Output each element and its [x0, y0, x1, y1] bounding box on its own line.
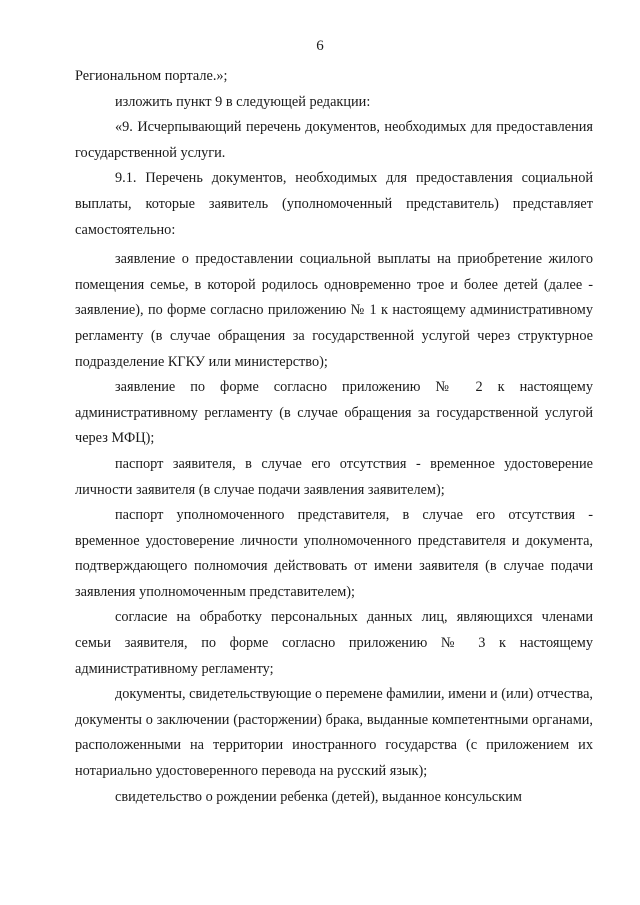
paragraph-applicant-passport: паспорт заявителя, в случае его отсутствия - временное удостоверение личности заявителя (в случае подачи заявления заявителем); [75, 455, 593, 498]
paragraph-name-change-documents: документы, свидетельствующие о перемене фамилии, имени и (или) отчества, документы о заключении (расторжении) брака, выданные компетентными органами, расположенными на территории иностранного государства (с приложением их нотариально удостоверенного перевода на русский язык); [75, 686, 593, 780]
paragraph-amendment-instruction: изложить пункт 9 в следующей редакции: [115, 93, 371, 110]
page-number: 6 [316, 38, 324, 54]
paragraph-representative-passport: паспорт уполномоченного представителя, в случае его отсутствия - временное удостоверение личности уполномоченного представителя и документа, подтверждающего полномочия действовать от имени заявителя (в случае подачи заявления уполномоченным представителем); [75, 507, 593, 600]
document-body [75, 64, 593, 810]
paragraph-birth-certificate: свидетельство о рождении ребенка (детей), выданное консульским [115, 788, 522, 805]
paragraph-application-form-1: заявление о предоставлении социальной выплаты на приобретение жилого помещения семье, в которой родилось одновременно трое и более детей (далее - заявление), по форме согласно приложению № 1 к настоящему административному регламенту (в случае обращения за государственной услугой через структурное подразделение КГКУ или министерство); [75, 251, 593, 370]
paragraph-item-9-heading: «9. Исчерпывающий перечень документов, необходимых для предоставления государственной услуги. [75, 119, 593, 161]
paragraph-application-form-2: заявление по форме согласно приложению № 2 к настоящему административному регламенту (в случае обращения за государственной услугой через МФЦ); [75, 379, 593, 447]
paragraph-personal-data-consent: согласие на обработку персональных данных лиц, являющихся членами семьи заявителя, по форме согласно приложению № 3 к настоящему административному регламенту; [75, 609, 593, 677]
paragraph-continuation: Региональном портале.»; [75, 68, 228, 84]
paragraph-item-9-1: 9.1. Перечень документов, необходимых для предоставления социальной выплаты, которые заявитель (уполномоченный представитель) представляет самостоятельно: [75, 170, 593, 238]
